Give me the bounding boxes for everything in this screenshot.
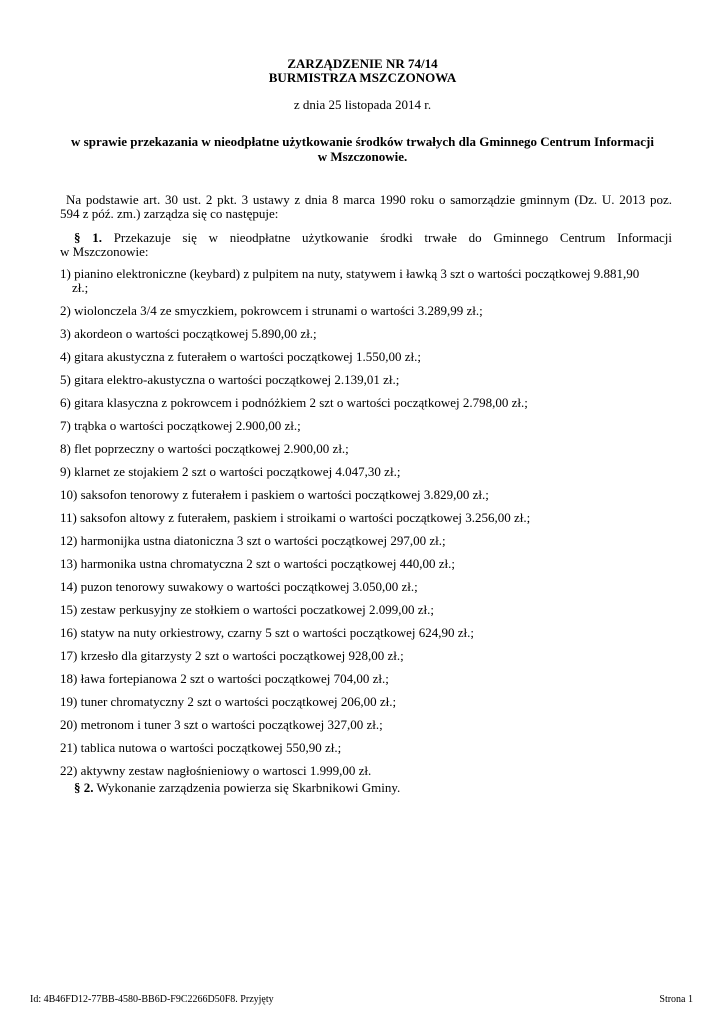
list-item: 20) metronom i tuner 3 szt o wartości początkowej 327,00 zł.; xyxy=(60,717,383,732)
list-item: 22) aktywny zestaw nagłośnieniowy o wartosci 1.999,00 zł. xyxy=(60,763,372,778)
section-1-text: Przekazuje się w nieodpłatne użytkowanie środki trwałe do Gminnego Centrum Informacji xyxy=(113,230,672,245)
list-item: 9) klarnet ze stojakiem 2 szt o wartości początkowej 4.047,30 zł.; xyxy=(60,464,401,479)
section-2-mark: § 2. xyxy=(74,780,94,795)
section-2-text: Wykonanie zarządzenia powierza się Skarbnikowi Gminy. xyxy=(96,780,401,795)
list-item: 15) zestaw perkusyjny ze stołkiem o wartości poczatkowej 2.099,00 zł.; xyxy=(60,602,435,617)
footer-page-number: Strona 1 xyxy=(659,994,693,1005)
section-1-line1 xyxy=(60,231,672,245)
document-title-line1: ZARZĄDZENIE NR 74/14 xyxy=(287,56,438,71)
list-item-text: 1) pianino elektroniczne (keybard) z pulpitem na nuty, statywem i ławką 3 szt o wartości początkowej 9.881,90 xyxy=(60,266,640,281)
list-item: 3) akordeon o wartości początkowej 5.890,00 zł.; xyxy=(60,326,317,341)
list-item: 8) flet poprzeczny o wartości początkowej 2.900,00 zł.; xyxy=(60,441,349,456)
list-item: 4) gitara akustyczna z futerałem o wartości początkowej 1.550,00 zł.; xyxy=(60,349,421,364)
list-item: 12) harmonijka ustna diatoniczna 3 szt o wartości początkowej 297,00 zł.; xyxy=(60,533,446,548)
list-item xyxy=(60,267,672,295)
section-1-mark: § 1. xyxy=(74,230,102,245)
preamble xyxy=(60,193,672,221)
list-item: 13) harmonika ustna chromatyczna 2 szt o wartości początkowej 440,00 zł.; xyxy=(60,556,455,571)
list-item: 17) krzesło dla gitarzysty 2 szt o wartości początkowej 928,00 zł.; xyxy=(60,648,404,663)
footer-document-id: Id: 4B46FD12-77BB-4580-BB6D-F9C2266D50F8. Przyjęty xyxy=(30,994,274,1005)
asset-list xyxy=(60,267,672,787)
list-item: 11) saksofon altowy z futerałem, paskiem i stroikami o wartości początkowej 3.256,00 zł.; xyxy=(60,510,531,525)
list-item: 10) saksofon tenorowy z futerałem i paskiem o wartości początkowej 3.829,00 zł.; xyxy=(60,487,489,502)
list-item: 14) puzon tenorowy suwakowy o wartości początkowej 3.050,00 zł.; xyxy=(60,579,418,594)
section-1 xyxy=(60,231,672,259)
section-1-line2: w Mszczonowie: xyxy=(60,244,149,259)
list-item: 18) ława fortepianowa 2 szt o wartości początkowej 704,00 zł.; xyxy=(60,671,389,686)
document-subject xyxy=(60,134,665,164)
list-item-continuation: zł.; xyxy=(72,280,89,295)
list-item: 6) gitara klasyczna z pokrowcem i podnóżkiem 2 szt o wartości początkowej 2.798,00 zł.; xyxy=(60,395,528,410)
subject-line2: w Mszczonowie. xyxy=(317,149,408,164)
list-item: 21) tablica nutowa o wartości początkowej 550,90 zł.; xyxy=(60,740,342,755)
list-item: 5) gitara elektro-akustyczna o wartości początkowej 2.139,01 zł.; xyxy=(60,372,400,387)
subject-line1: w sprawie przekazania w nieodpłatne użytkowanie środków trwałych dla Gminnego Centrum Informacji xyxy=(71,134,654,149)
list-item: 19) tuner chromatyczny 2 szt o wartości początkowej 206,00 zł.; xyxy=(60,694,397,709)
document-date: z dnia 25 listopada 2014 r. xyxy=(293,97,432,112)
document-title-line2: BURMISTRZA MSZCZONOWA xyxy=(268,70,457,85)
preamble-line2: 594 z póź. zm.) zarządza się co następuje: xyxy=(60,206,279,221)
list-item: 16) statyw na nuty orkiestrowy, czarny 5 szt o wartości początkowej 624,90 zł.; xyxy=(60,625,474,640)
preamble-line1: Na podstawie art. 30 ust. 2 pkt. 3 ustawy z dnia 8 marca 1990 roku o samorządzie gminnym (Dz. U. 2013 poz. xyxy=(66,192,672,207)
list-item: 2) wiolonczela 3/4 ze smyczkiem, pokrowcem i strunami o wartości 3.289,99 zł.; xyxy=(60,303,483,318)
section-2 xyxy=(60,781,672,795)
section-2-line xyxy=(60,781,672,795)
list-item: 7) trąbka o wartości początkowej 2.900,00 zł.; xyxy=(60,418,301,433)
